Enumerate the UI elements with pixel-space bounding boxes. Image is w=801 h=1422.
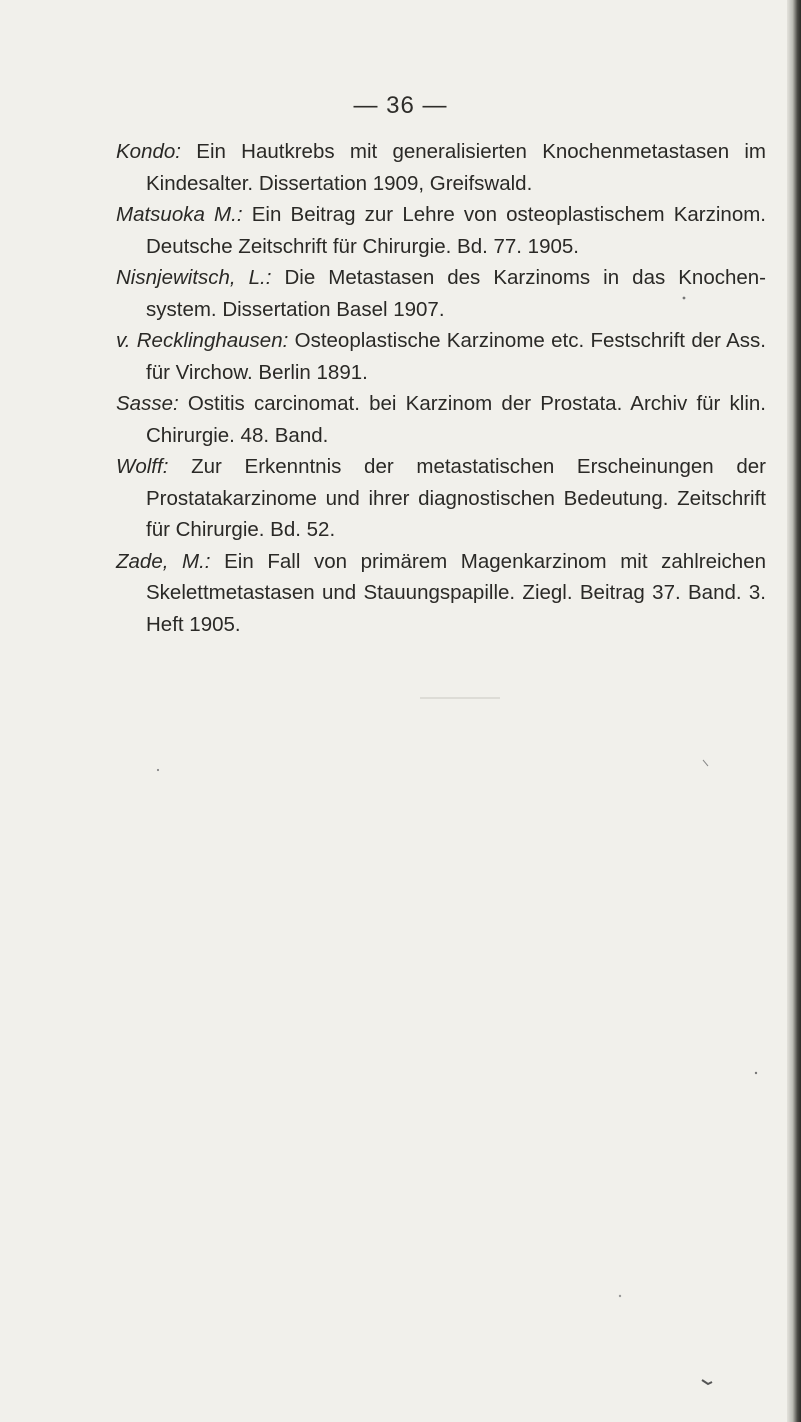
reference-entry — [116, 388, 766, 451]
reference-entry — [116, 451, 766, 546]
reference-author: Kondo: — [116, 140, 181, 163]
reference-author: Wolff: — [116, 455, 169, 478]
reference-author: Sasse: — [116, 392, 179, 415]
reference-text: Zur Erkenntnis der metastatischen Erscheinungen der Prostatakarzinome und ihrer diagnostischen Bedeutung. Zeitschrift für Chirurgie. Bd. 52. — [146, 455, 766, 541]
reference-author: v. Recklinghausen: — [116, 329, 289, 352]
reference-author: Zade, M.: — [116, 549, 211, 573]
reference-list — [116, 136, 766, 640]
reference-entry — [116, 262, 766, 325]
speck — [703, 760, 708, 766]
reference-text: Ostitis carcinomat. bei Karzinom der Prostata. Archiv für klin. Chirurgie. 48. Band. — [146, 392, 766, 447]
reference-text: Osteoplastische Karzinome etc. Festschrift der Ass. für Virchow. Berlin 1891. — [146, 329, 766, 384]
reference-text: Ein Hautkrebs mit generalisierten Knochenmetastasen im Kindesalter. Dissertation 1909, Greifswald. — [146, 140, 766, 195]
speck — [755, 1072, 757, 1074]
speck — [619, 1295, 621, 1297]
reference-entry — [116, 325, 766, 388]
reference-text: Ein Fall von primärem Magenkarzinom mit zahlreichen Skelettmetastasen und Stauungspapille. Ziegl. Beitrag 37. Band. 3. Heft 1905. — [146, 549, 766, 636]
speck — [157, 769, 159, 771]
reference-entry — [116, 546, 766, 641]
reference-entry — [116, 136, 766, 199]
page-number: — 36 — — [353, 92, 448, 119]
reference-entry — [116, 199, 766, 262]
page-edge-shadow — [787, 0, 801, 1422]
reference-text: Die Metastasen des Karzinoms in das Knochen-system. Dissertation Basel 1907. — [146, 266, 766, 321]
reference-text: Ein Beitrag zur Lehre von osteoplastischem Karzinom. Deutsche Zeitschrift für Chirurgie. Bd. 77. 1905. — [146, 203, 766, 258]
reference-author: Matsuoka M.: — [116, 203, 243, 226]
speck — [702, 1380, 712, 1384]
reference-author: Nisnjewitsch, L.: — [116, 266, 272, 289]
